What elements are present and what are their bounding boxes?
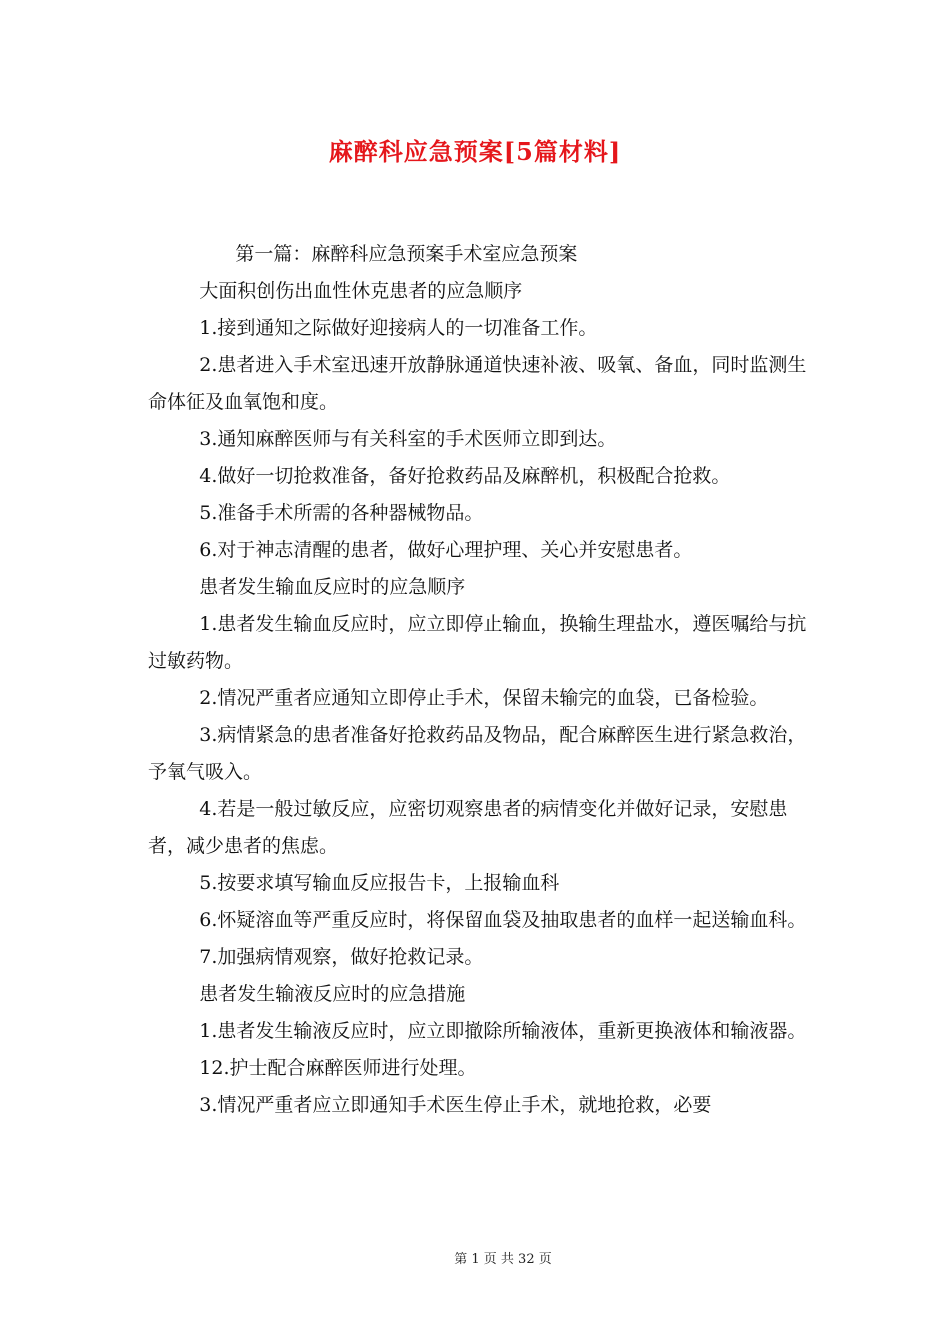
paragraph: 4.做好一切抢救准备，备好抢救药品及麻醉机，积极配合抢救。	[199, 465, 731, 487]
subheading-transfusion: 患者发生输血反应时的应急顺序	[199, 576, 466, 598]
paragraph: 2.患者进入手术室迅速开放静脉通道快速补液、吸氧、备血，同时监测生命体征及血氧饱和度。	[148, 354, 807, 413]
subheading-shock: 大面积创伤出血性休克患者的应急顺序	[199, 280, 523, 302]
paragraph: 7.加强病情观察，做好抢救记录。	[199, 946, 484, 968]
paragraph: 5.准备手术所需的各种器械物品。	[199, 502, 484, 524]
paragraph: 12.护士配合麻醉医师进行处理。	[199, 1057, 477, 1079]
document-title: 麻醉科应急预案[5篇材料]	[328, 137, 622, 166]
paragraph: 2.情况严重者应通知立即停止手术，保留未输完的血袋，已备检验。	[199, 687, 769, 709]
paragraph: 3.通知麻醉医师与有关科室的手术医师立即到达。	[199, 428, 617, 450]
paragraph: 3.情况严重者应立即通知手术医生停止手术，就地抢救，必要	[199, 1094, 712, 1116]
paragraph: 6.怀疑溶血等严重反应时，将保留血袋及抽取患者的血样一起送输血科。	[199, 909, 807, 931]
paragraph: 6.对于神志清醒的患者，做好心理护理、关心并安慰患者。	[199, 539, 693, 561]
paragraph: 5.按要求填写输血反应报告卡，上报输血科	[199, 872, 560, 894]
section-heading: 第一篇：麻醉科应急预案手术室应急预案	[235, 243, 578, 265]
paragraph: 3.病情紧急的患者准备好抢救药品及物品，配合麻醉医生进行紧急救治，予氧气吸入。	[148, 724, 807, 783]
paragraph: 4.若是一般过敏反应，应密切观察患者的病情变化并做好记录，安慰患者，减少患者的焦虑。	[148, 798, 788, 857]
subheading-infusion: 患者发生输液反应时的应急措施	[199, 983, 466, 1005]
page-number: 第 1 页 共 32 页	[454, 1252, 552, 1267]
paragraph: 1.接到通知之际做好迎接病人的一切准备工作。	[199, 317, 598, 339]
paragraph: 1.患者发生输液反应时，应立即撤除所输液体，重新更换液体和输液器。	[199, 1020, 807, 1042]
document-body	[148, 236, 813, 1124]
paragraph: 1.患者发生输血反应时，应立即停止输血，换输生理盐水，遵医嘱给与抗过敏药物。	[148, 613, 807, 672]
